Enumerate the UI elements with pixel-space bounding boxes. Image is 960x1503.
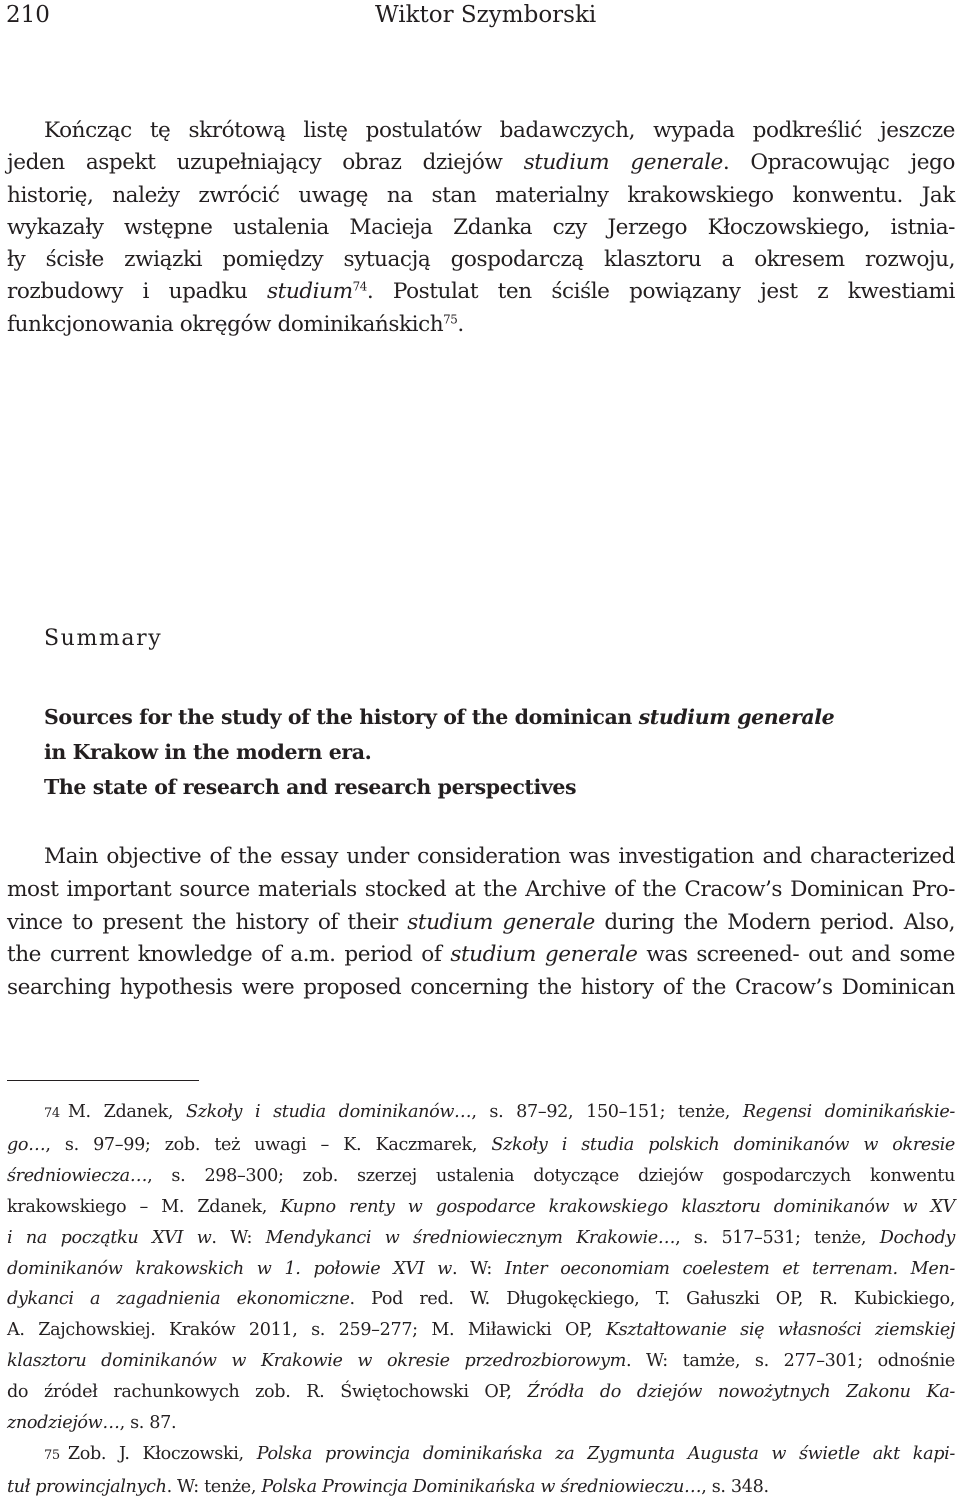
text-span: during the Modern period. Also, — [594, 909, 955, 935]
italic-title: klasztoru dominikanów w Krakowie w okresie przedrozbiorowym — [7, 1351, 626, 1372]
italic-title: średniowiecza… — [7, 1165, 148, 1186]
italic-title: Dochody — [879, 1227, 955, 1248]
text-line — [7, 841, 955, 874]
footnote-74-line — [7, 1161, 955, 1192]
text-span: Sources for the study of the history of the dominican — [44, 705, 639, 729]
text-span: , s. 298–300; zob. szerzej ustalenia dotyczące dziejów gospodarczych konwentu — [147, 1165, 955, 1186]
italic-term: studium generale — [407, 909, 595, 935]
text-span: historię, należy zwrócić uwagę na stan materialny krakowskiego konwentu. Jak — [7, 182, 955, 208]
text-span: vince to present the history of their — [7, 909, 408, 935]
footnote-74-line — [7, 1408, 955, 1439]
italic-title: dykanci a zagadnienia ekonomiczne — [7, 1289, 350, 1310]
running-head-author: Wiktor Szymborski — [375, 2, 597, 28]
footnote-74-line — [7, 1284, 955, 1315]
text-span: , s. 87–92, 150–151; tenże, — [471, 1102, 743, 1122]
footnote-75-line — [7, 1472, 955, 1503]
text-line — [7, 972, 955, 1005]
text-span: jeden aspekt uzupełniający obraz dziejów — [7, 150, 524, 176]
text-span: funkcjonowania okręgów dominikańskich — [7, 311, 444, 337]
summary-paragraph — [7, 841, 955, 1005]
text-line — [7, 212, 955, 244]
italic-term: studium generale — [523, 150, 723, 176]
text-span: , s. 517–531; tenże, — [675, 1227, 880, 1248]
footnotes — [7, 1097, 955, 1503]
text-span: . Pod red. W. Długokęckiego, T. Gałuszki OP, R. Kubickiego, — [349, 1289, 955, 1310]
text-span: most important source materials stocked at the Archive of the Cracow’s Dominican Pro- — [7, 876, 955, 902]
italic-title: Polska prowincja dominikańska za Zygmunta Augusta w świetle akt kapi- — [256, 1443, 955, 1464]
italic-title: Polska Prowincja Dominikańska w średniowieczu… — [261, 1476, 702, 1497]
footnote-74-line — [7, 1097, 955, 1130]
page-header — [0, 2, 960, 32]
text-span: M. Zdanek, — [67, 1102, 186, 1122]
text-span: . W: — [451, 1258, 505, 1279]
title-line — [44, 735, 944, 770]
italic-title: dominikanów krakowskich w 1. połowie XVI w — [7, 1258, 452, 1279]
text-span: A. Zajchowskiej. Kraków 2011, s. 259–277; M. Miławicki OP, — [7, 1320, 606, 1341]
footnote-separator — [7, 1080, 199, 1081]
footnote-74-line — [7, 1223, 955, 1254]
text-span: , s. 348. — [701, 1476, 769, 1497]
text-span: . — [457, 311, 464, 337]
text-span: . Opracowując jego — [722, 150, 955, 176]
italic-title: Regensi dominikańskie- — [742, 1102, 955, 1122]
text-line — [7, 309, 955, 341]
text-span: . W: — [211, 1227, 266, 1248]
text-span: ły ścisłe związki pomiędzy sytuacją gospodarczą klasztoru a okresem rozwoju, — [7, 247, 955, 273]
italic-title: Szkoły i studia dominikanów… — [185, 1102, 472, 1122]
title-line — [44, 700, 944, 735]
italic-title: Źródła do dziejów nowożytnych Zakonu Ka- — [527, 1382, 955, 1403]
italic-title: Inter oeconomiam coelestem et terrenam. Men- — [504, 1258, 955, 1279]
italic-term: studium generale — [450, 942, 638, 968]
body-paragraph — [7, 115, 955, 341]
italic-title: tuł prowincjalnych — [7, 1476, 167, 1497]
footnote-74-line — [7, 1346, 955, 1377]
footnote-75-line — [7, 1439, 955, 1472]
text-span: Zob. J. Kłoczowski, — [67, 1443, 257, 1464]
italic-title: Mendykanci w średniowiecznym Krakowie… — [265, 1227, 676, 1248]
italic-title: i na początku XVI w — [7, 1227, 212, 1248]
italic-title: Kupno renty w gospodarce krakowskiego klasztoru dominikanów w XV — [280, 1196, 955, 1217]
footnote-number: 75 — [44, 1447, 60, 1463]
footnote-74-line — [7, 1377, 955, 1408]
text-span: . W: tenże, — [166, 1476, 262, 1497]
page-number: 210 — [6, 2, 50, 28]
italic-term: studium — [266, 279, 353, 305]
text-span: , s. 97–99; zob. też uwagi – K. Kaczmarek, — [45, 1134, 492, 1155]
italic-title: go… — [7, 1134, 46, 1155]
italic-title: Kształtowanie się własności ziemskiej — [605, 1320, 955, 1341]
summary-heading: Summary — [44, 626, 163, 651]
text-span: searching hypothesis were proposed concerning the history of the Cracow’s Dominican — [7, 975, 955, 1001]
text-span: in Krakow in the modern era. — [44, 740, 372, 764]
text-span: do źródeł rachunkowych zob. R. Świętochowski OP, — [7, 1382, 528, 1403]
italic-term: studium generale — [638, 705, 835, 729]
text-line — [7, 244, 955, 276]
text-line — [7, 115, 955, 147]
italic-title: Szkoły i studia polskich dominikanów w okresie — [491, 1134, 955, 1155]
text-span: Kończąc tę skrótową listę postulatów badawczych, wypada podkreślić jeszcze — [44, 118, 955, 143]
text-span: the current knowledge of a.m. period of — [7, 942, 451, 968]
text-line — [7, 874, 955, 907]
summary-title — [44, 700, 944, 805]
text-line — [7, 907, 955, 940]
footnote-74-line — [7, 1192, 955, 1223]
footnote-74-line — [7, 1315, 955, 1346]
footnote-ref-75[interactable]: 75 — [443, 312, 458, 327]
text-span: krakowskiego – M. Zdanek, — [7, 1196, 281, 1217]
text-span: rozbudowy i upadku — [7, 279, 267, 305]
title-line — [44, 770, 944, 805]
text-line — [7, 276, 955, 308]
text-span: Main objective of the essay under consideration was investigation and characterized — [44, 844, 955, 869]
text-span: . W: tamże, s. 277–301; odnośnie — [625, 1351, 955, 1372]
footnote-74-line — [7, 1130, 955, 1161]
text-line — [7, 180, 955, 212]
footnote-ref-74[interactable]: 74 — [352, 279, 367, 294]
text-span: The state of research and research perspectives — [44, 775, 577, 799]
footnote-number: 74 — [44, 1106, 60, 1121]
text-line — [7, 147, 955, 179]
footnote-74-line — [7, 1254, 955, 1285]
italic-title: znodziejów… — [7, 1413, 120, 1434]
text-span: wykazały wstępne ustalenia Macieja Zdanka czy Jerzego Kłoczowskiego, istnia- — [7, 214, 955, 240]
text-span: . Postulat ten ściśle powiązany jest z kwestiami — [366, 279, 955, 305]
text-span: , s. 87. — [119, 1413, 177, 1434]
text-line — [7, 939, 955, 972]
text-span: was screened- out and some — [637, 942, 955, 968]
